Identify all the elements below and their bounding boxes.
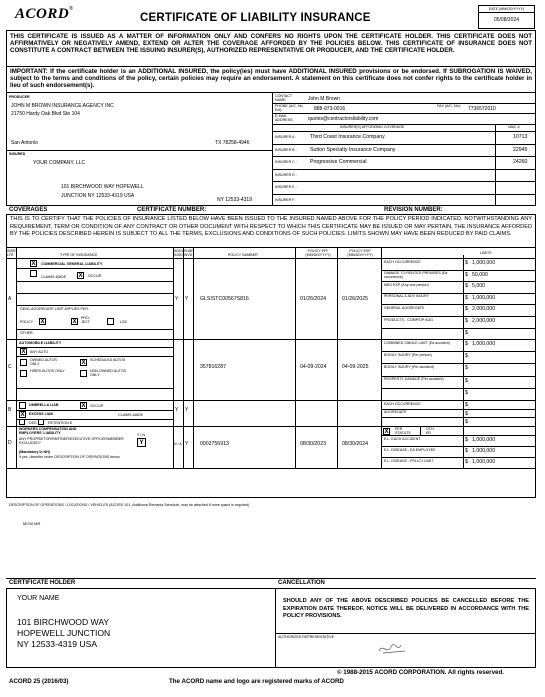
wc-limit-label: E.L. EACH ACCIDENT xyxy=(384,436,421,441)
gl-policy-checkbox[interactable]: X xyxy=(40,319,45,325)
umbrella-limit-label: AGGREGATE xyxy=(384,410,407,415)
gl-limit-dollar: $ xyxy=(465,260,468,266)
wc-policy-number: 0002756913 xyxy=(200,441,229,447)
insurer-row-label: INSURER D : xyxy=(275,172,297,177)
holder-line1: 101 BIRCHWOOD WAY xyxy=(17,617,110,627)
insurer-row-label: INSURER C : xyxy=(275,160,297,164)
acord-logo-text: ACORD xyxy=(15,6,70,22)
wc-limit-value: 1,000,000 xyxy=(472,459,496,465)
header-type: TYPE OF INSURANCE xyxy=(60,253,98,257)
umbrella-limit-label: EACH OCCURRENCE xyxy=(384,401,421,406)
wc-exp-date: 08/30/2024 xyxy=(342,441,368,447)
auto-hired-checkbox[interactable] xyxy=(20,370,27,377)
gl-limit-label: PERSONAL & ADV INJURY xyxy=(384,294,429,299)
holder-line3: NY 12533-4319 USA xyxy=(17,639,98,649)
umbrella-addl-insd: Y xyxy=(175,407,179,413)
header-limits: LIMITS xyxy=(480,251,492,255)
gl-limit-label: MED EXP (Any one person) xyxy=(384,282,429,287)
authorized-signature xyxy=(377,641,407,657)
gl-limit-value: 5,000 xyxy=(472,283,485,290)
auto-non-owned-label: NON-OWNED AUTOS ONLY xyxy=(90,369,127,378)
auto-insr-ltr: C xyxy=(8,364,12,370)
cancellation-label: CANCELLATION xyxy=(278,580,325,586)
date-value: 05/08/2024 xyxy=(493,17,520,23)
gl-limit-label: PRODUCTS - COMP/OP AGG xyxy=(384,317,434,322)
per-statute-label: PER STATUTE xyxy=(395,427,411,436)
wc-limit-value: 1,000,000 xyxy=(472,448,496,454)
auto-limit-label: PROPERTY DAMAGE (Per accident) xyxy=(384,377,444,382)
producer-state-zip: TX 78258-4946 xyxy=(215,140,250,146)
description-text: MCW MR xyxy=(23,521,41,526)
producer-address: 21750 Hardy Oak Blvd Ste 104 xyxy=(11,111,80,117)
producer-label: PRODUCER xyxy=(9,95,30,99)
auto-policy-number: 357816287 xyxy=(200,364,226,370)
insurer-row-name: Progressive Commercial xyxy=(310,159,367,165)
authorized-representative-label: AUTHORIZED REPRESENTATIVE xyxy=(278,635,335,639)
umbrella-claims-made-label: CLAIMS-MADE xyxy=(118,413,143,417)
umbrella-insr-ltr: B xyxy=(8,407,12,413)
acord-registered-mark: ® xyxy=(69,6,73,12)
excess-liab-checkbox[interactable]: X xyxy=(20,412,25,418)
document-title: CERTIFICATE OF LIABILITY INSURANCE xyxy=(140,12,371,24)
date-label: DATE (MM/DD/YYYY) xyxy=(479,6,534,13)
date-box xyxy=(478,5,535,29)
header-exp: POLICY EXP (MM/DD/YYYY) xyxy=(347,249,373,258)
umbrella-subr-wvd: Y xyxy=(185,407,189,413)
wc-subr-wvd: Y xyxy=(185,441,189,447)
important-box xyxy=(6,67,536,93)
retention-label: RETENTION $ xyxy=(48,421,72,425)
auto-exp-date: 04-09-2025 xyxy=(342,364,369,370)
gl-addl-insd: Y xyxy=(175,296,179,302)
wc-yn-checkbox[interactable] xyxy=(137,438,146,447)
auto-limit-dollar: $ xyxy=(465,389,468,396)
gl-limit-dollar: $ xyxy=(465,306,468,313)
acord-trademark-note: The ACORD name and logo are registered marks of ACORD xyxy=(169,678,344,685)
wc-any-proprietor: ANY PROPRIETOR/PARTNER/EXECUTIVE OFFICER/MEMBER EXCLUDED? xyxy=(19,437,124,446)
gl-limit-label: EACH OCCURRENCE xyxy=(384,259,421,264)
per-statute-checkbox[interactable]: X xyxy=(384,429,389,435)
excess-liab-label: EXCESS LIAB xyxy=(29,412,53,416)
gl-claims-made-checkbox[interactable] xyxy=(30,270,37,277)
gl-limit-value: 1,000,000 xyxy=(472,294,496,301)
header-subr: SUBR WVD xyxy=(184,249,194,258)
gl-limit-dollar: $ xyxy=(465,329,468,336)
gl-project-label: PRO-JECT xyxy=(81,316,90,325)
umbrella-liab-checkbox[interactable] xyxy=(19,402,26,409)
insurer-row-naic: 10713 xyxy=(513,134,528,140)
auto-limit-dollar: $ xyxy=(465,353,468,360)
auto-limit-dollar: $ xyxy=(465,365,468,372)
gl-limit-value: 50,000 xyxy=(472,271,488,278)
wc-eff-date: 08/30/2023 xyxy=(300,441,326,447)
certificate-holder-label: CERTIFICATE HOLDER xyxy=(9,580,76,586)
wc-mandatory: (Mandatory in NH) xyxy=(19,450,50,454)
auto-non-owned-checkbox[interactable] xyxy=(80,370,87,377)
insurer-row-label: INSURER B : xyxy=(275,147,297,152)
wc-limit-value: 1,000,000 xyxy=(472,437,496,443)
auto-title: AUTOMOBILE LIABILITY xyxy=(19,341,62,345)
coverages-statement: THIS IS TO CERTIFY THAT THE POLICIES OF INSURANCE LISTED BELOW HAVE BEEN ISSUED TO THE INSURED NAMED ABOVE FOR THE POLICY PERIOD INDICATED. NOTWITHSTANDING ANY REQUIREMENT, TERM OR CONDITION OF ANY CONTRACT OR OTHER DOCUMENT WITH RESPECT TO WHICH THIS CERTIFICATE MAY BE ISSUED OR MAY PERTAIN, THE INSURANCE AFFORDED BY THE POLICIES DESCRIBED HEREIN IS SUBJECT TO ALL THE TERMS, EXCLUSIONS AND CONDITIONS OF SUCH POLICIES. LIMITS SHOWN MAY HAVE BEEN REDUCED BY PAID CLAIMS. xyxy=(10,216,532,238)
header-eff: POLICY EFF (MM/DD/YYYY) xyxy=(305,249,331,258)
auto-limit-value: 1,000,000 xyxy=(472,341,496,347)
gl-limit-label: GENERAL AGGREGATE xyxy=(384,305,425,310)
auto-limit-label: COMBINED SINGLE LIMIT (Ea accident) xyxy=(384,340,450,345)
gl-loc-label: LOC xyxy=(120,320,128,324)
auto-limit-label: BODILY INJURY (Per accident) xyxy=(384,364,435,369)
revision-number-label: REVISION NUMBER: xyxy=(384,207,443,213)
wc-insr-ltr: D xyxy=(8,440,12,446)
coverages-statement-box xyxy=(6,214,536,248)
gl-cgl-title: COMMERCIAL GENERAL LIABILITY xyxy=(41,262,103,266)
gl-insr-ltr: A xyxy=(8,296,12,302)
gl-limit-value: 1,000,000 xyxy=(472,260,496,266)
naic-label: NAIC # xyxy=(508,125,520,129)
umbrella-liab-label: UMBRELLA LIAB xyxy=(29,403,59,407)
insurer-row-name: Sutton Specialty Insurance Company xyxy=(310,146,396,153)
fax-value: 7736572010 xyxy=(468,106,496,112)
oth-er-label: OTH-ER xyxy=(426,427,435,436)
header-policy-number: POLICY NUMBER xyxy=(228,253,258,257)
umbrella-occur-checkbox[interactable]: X xyxy=(81,403,86,409)
gl-limit-dollar: $ xyxy=(465,271,468,278)
gl-limit-dollar: $ xyxy=(465,294,468,301)
auto-scheduled-checkbox[interactable]: X xyxy=(81,360,86,366)
insurer-row-label: INSURER E : xyxy=(275,185,297,189)
gl-agg-limit-label: GEN'L AGGREGATE LIMIT APPLIES PER: xyxy=(20,307,89,311)
insurer-row-label: INSURER A : xyxy=(275,135,297,139)
insured-label: INSURED xyxy=(9,152,26,156)
insurers-heading: INSURER(S) AFFORDING COVERAGE xyxy=(340,125,405,129)
header-insr-ltr: INSR LTR xyxy=(7,249,16,258)
gl-subr-wvd: Y xyxy=(185,296,189,302)
notice-text: THIS CERTIFICATE IS ISSUED AS A MATTER OF INFORMATION ONLY AND CONFERS NO RIGHTS UPON THE CERTIFICATE HOLDER. THIS CERTIFICATE DOES NOT AFFIRMATIVELY OR NEGATIVELY AMEND, EXTEND OR ALTER THE COVERAGE AFFORDED BY THE POLICIES BELOW. THIS CERTIFICATE OF INSURANCE DOES NOT CONSTITUTE A CONTRACT BETWEEN THE ISSUING INSURER(S), AUTHORIZED REPRESENTATIVE OR PRODUCER, AND THE CERTIFICATE HOLDER. xyxy=(10,33,532,55)
gl-limit-value: 2,000,000 xyxy=(472,306,496,313)
producer-city: San Antonio xyxy=(11,140,38,146)
insurer-row-naic: 22945 xyxy=(513,146,528,153)
copyright-text: © 1988-2015 ACORD CORPORATION. All rights reserved. xyxy=(337,669,504,676)
contact-name-label: CONTACT NAME: xyxy=(275,94,293,103)
gl-occur-label: OCCUR xyxy=(88,274,102,278)
producer-name: JOHN M BROWN INSURANCE AGENCY INC xyxy=(11,103,114,109)
gl-eff-date: 01/26/2024 xyxy=(300,296,326,302)
wc-limit-dollar: $ xyxy=(465,459,468,465)
gl-loc-checkbox[interactable] xyxy=(107,318,114,325)
auto-limit-label: BODILY INJURY (Per person) xyxy=(384,352,432,357)
wc-limit-dollar: $ xyxy=(465,437,468,443)
wc-na: N / A xyxy=(174,442,182,446)
umbrella-occur-label: OCCUR xyxy=(90,404,104,408)
auto-owned-label: OWNED AUTOS ONLY xyxy=(30,358,57,367)
important-text: IMPORTANT: If the certificate holder is an ADDITIONAL INSURED, the policy(ies) must have ADDITIONAL INSURED provisions or be endorsed. If SUBROGATION IS WAIVED, subject to the terms and conditions of the policy, certain policies may require an endorsement. A statement on this certificate does not confer rights to the certificate holder in lieu of such endorsement(s). xyxy=(10,68,532,90)
wc-yn-value: Y xyxy=(137,438,146,447)
gl-limit-label: DAMAGE TO RENTED PREMISES (Ea occurrence) xyxy=(384,271,448,280)
umbrella-limit-dollar: $ xyxy=(465,419,468,426)
gl-limit-dollar: $ xyxy=(465,283,468,290)
gl-occur-checkbox[interactable]: X xyxy=(78,273,83,279)
umbrella-limit-dollar: $ xyxy=(465,410,468,417)
auto-any-auto-checkbox[interactable]: X xyxy=(21,349,26,355)
header-addl: ADDL INSD xyxy=(174,249,184,258)
cancellation-text: SHOULD ANY OF THE ABOVE DESCRIBED POLICIES BE CANCELLED BEFORE THE EXPIRATION DATE THEREOF, NOTICE WILL BE DELIVERED IN ACCORDANCE WITH THE POLICY PROVISIONS. xyxy=(283,598,529,620)
description-label: DESCRIPTION OF OPERATIONS / LOCATIONS / VEHICLES (ACORD 101, Additional Remarks Schedule, may be attached if more space is required) xyxy=(9,503,250,507)
phone-label: PHONE (A/C, No, Ext): xyxy=(275,104,304,113)
acord-logo xyxy=(15,6,73,23)
gl-cgl-checkbox[interactable]: X xyxy=(31,261,36,267)
holder-name: YOUR NAME xyxy=(17,595,60,602)
gl-claims-made-label: CLAIMS-MADE xyxy=(41,275,66,279)
notice-box xyxy=(6,30,536,67)
ded-checkbox[interactable] xyxy=(19,419,25,425)
insured-city: JUNCTION NY 12533-4319 USA xyxy=(61,193,135,199)
ded-label: DED xyxy=(29,421,37,425)
insured-state-zip: NY 12533-4319 xyxy=(217,197,252,203)
auto-owned-checkbox[interactable] xyxy=(20,359,27,366)
insurer-row-naic: 24260 xyxy=(513,159,528,165)
gl-limit-value: 2,000,000 xyxy=(472,318,496,324)
auto-limit-dollar: $ xyxy=(465,341,468,347)
retention-checkbox[interactable] xyxy=(38,419,44,425)
gl-policy-label: POLICY xyxy=(20,320,34,324)
insured-name: YOUR COMPANY, LLC xyxy=(33,160,86,166)
holder-line2: HOPEWELL JUNCTION xyxy=(17,628,111,638)
insurer-row-name: Third Coast Insurance Company xyxy=(310,134,385,140)
contact-name: John M Brown xyxy=(308,96,340,102)
email-value: quotes@contractorsliability.com xyxy=(308,116,379,122)
gl-project-checkbox[interactable]: X xyxy=(72,319,77,325)
wc-describe: If yes, describe under DESCRIPTION OF OPERATIONS below xyxy=(19,455,120,459)
gl-policy-number: GLSISTC00567S816 xyxy=(200,296,249,302)
insurer-row-label: INSURER F : xyxy=(275,197,297,202)
wc-title: WORKERS COMPENSATION AND EMPLOYERS' LIABILITY xyxy=(19,427,77,436)
form-number: ACORD 25 (2016/03) xyxy=(9,678,69,685)
gl-limit-dollar: $ xyxy=(465,318,468,324)
coverages-label: COVERAGES xyxy=(9,207,48,213)
gl-exp-date: 01/26/2025 xyxy=(342,296,368,302)
auto-hired-label: HIRED AUTOS ONLY xyxy=(30,369,65,373)
insured-address: 101 BIRCHWOOD WAY HOPEWELL xyxy=(61,184,144,190)
wc-limit-label: E.L. DISEASE - EA EMPLOYEE xyxy=(384,447,436,452)
auto-any-auto-label: ANY AUTO xyxy=(30,350,49,354)
certificate-number-label: CERTIFICATE NUMBER: xyxy=(137,207,207,213)
wc-limit-label: E.L. DISEASE - POLICY LIMIT xyxy=(384,458,434,463)
auto-limit-dollar: $ xyxy=(465,377,468,384)
fax-label: FAX (A/C, No): xyxy=(437,104,461,108)
wc-limit-dollar: $ xyxy=(465,448,468,454)
umbrella-limit-dollar: $ xyxy=(465,402,468,408)
wc-yn-label: Y / N xyxy=(137,433,145,437)
email-label: E-MAIL ADDRESS: xyxy=(275,114,294,123)
auto-scheduled-label: SCHEDULED AUTOS xyxy=(90,358,126,362)
auto-eff-date: 04-09-2024 xyxy=(300,364,327,370)
gl-other-label: OTHER: xyxy=(20,331,34,335)
phone-value: 888-973-0016 xyxy=(314,106,346,112)
